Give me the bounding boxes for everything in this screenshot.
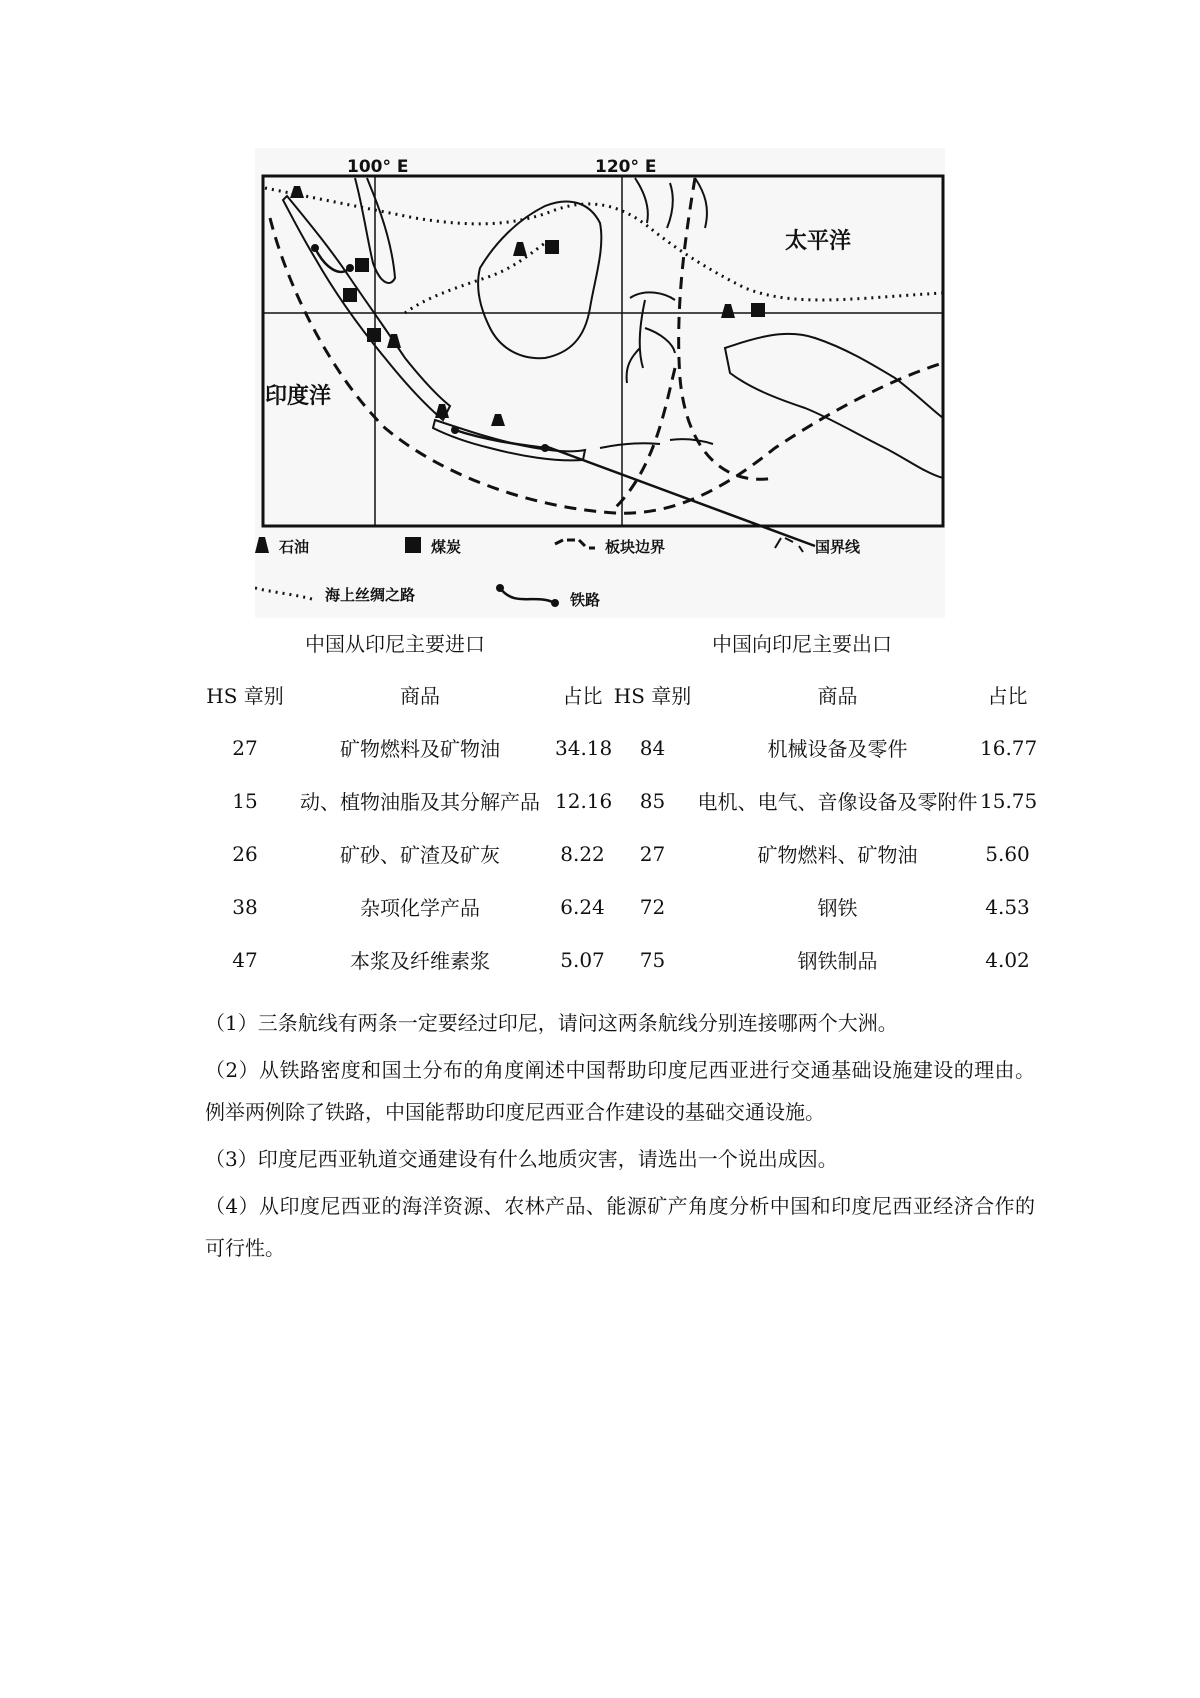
- table-cell: 钢铁: [817, 896, 858, 920]
- plate-boundary-east: [679, 178, 775, 479]
- table-cell: 85: [639, 788, 666, 813]
- railway-icon: [500, 588, 555, 603]
- header-share-import: 占比: [562, 684, 603, 708]
- meridian-label-120: 120° E: [595, 157, 657, 177]
- table-cell: 机械设备及零件: [767, 737, 908, 761]
- indonesia-map-figure: [255, 148, 945, 618]
- coal-icon: [405, 537, 421, 553]
- table-cell: 矿物燃料、矿物油: [757, 843, 918, 867]
- new-guinea-island: [725, 334, 943, 478]
- table-row: [205, 827, 1035, 880]
- coal-markers: [343, 240, 765, 342]
- table-row: [205, 880, 1035, 933]
- table-row: [205, 774, 1035, 827]
- header-goods-export: 商品: [817, 684, 858, 708]
- legend-oil-label: 石油: [279, 538, 310, 556]
- table-cell: 矿物燃料及矿物油: [340, 737, 500, 761]
- table-cell: 16.77: [980, 735, 1038, 760]
- table-cell: 34.18: [555, 735, 613, 760]
- sulawesi-island: [627, 292, 675, 383]
- table-cell: 15.75: [980, 788, 1038, 813]
- table-cell: 12.16: [555, 788, 613, 813]
- question-2: （2）从铁路密度和国土分布的角度阐述中国帮助印度尼西亚进行交通基础设施建设的理由。例举两例除了铁路，中国能帮助印度尼西亚合作建设的基础交通设施。: [205, 1058, 1035, 1124]
- header-goods-import: 商品: [400, 684, 440, 708]
- table-cell: 27: [639, 841, 666, 866]
- legend-plate-label: 板块边界: [605, 538, 666, 556]
- header-hs-export: HS 章别: [613, 684, 692, 708]
- table-cell: 4.53: [985, 894, 1030, 919]
- legend-boundary-label: 国界线: [815, 538, 861, 556]
- question-list: [205, 1002, 1035, 1274]
- trade-table: [205, 668, 1038, 986]
- table-cell: 75: [639, 947, 666, 972]
- silk-road-icon: [255, 588, 315, 600]
- table-cell: 5.60: [985, 841, 1030, 866]
- table-cell: 47: [232, 947, 258, 972]
- table-cell: 4.02: [985, 947, 1030, 972]
- table-row: [205, 721, 1035, 774]
- indonesia-map: [255, 148, 945, 618]
- legend-coal-label: 煤炭: [431, 538, 462, 556]
- java-island: [433, 420, 585, 460]
- philippines-islands: [635, 178, 707, 228]
- question-4: （4）从印度尼西亚的海洋资源、农林产品、能源矿产角度分析中国和印度尼西亚经济合作的可行性。: [205, 1194, 1035, 1260]
- table-cell: 杂项化学产品: [360, 896, 480, 920]
- ocean-label-indian: 印度洋: [265, 384, 332, 409]
- plate-boundary-icon: [555, 540, 595, 548]
- header-hs-import: HS 章别: [206, 684, 284, 708]
- table-cell: 钢铁制品: [797, 949, 878, 973]
- table-cell: 26: [232, 841, 258, 866]
- table-titles: [0, 628, 1200, 658]
- table-cell: 动、植物油脂及其分解产品: [300, 790, 540, 814]
- table-cell: 矿砂、矿渣及矿灰: [340, 843, 500, 867]
- table-cell: 27: [232, 735, 258, 760]
- borneo-island: [478, 201, 601, 358]
- table-cell: 72: [639, 894, 666, 919]
- sea-route-line: [545, 446, 815, 546]
- question-1: （1）三条航线有两条一定要经过印尼，请问这两条航线分别连接哪两个大洲。: [205, 1011, 898, 1035]
- oil-icon: [255, 537, 269, 553]
- legend-railway-label: 铁路: [570, 591, 601, 609]
- legend-silk-road-label: 海上丝绸之路: [325, 586, 416, 604]
- table-cell: 38: [232, 894, 258, 919]
- table-cell: 5.07: [560, 947, 605, 972]
- export-table-title: 中国向印尼主要出口: [712, 632, 892, 656]
- table-cell: 84: [639, 735, 666, 760]
- question-3: （3）印度尼西亚轨道交通建设有什么地质灾害，请选出一个说出成因。: [205, 1147, 838, 1171]
- map-legend: [255, 537, 861, 609]
- plate-boundary-inner: [615, 368, 675, 508]
- table-cell: 8.22: [560, 841, 605, 866]
- table-cell: 电机、电气、音像设备及零附件: [697, 790, 978, 814]
- meridian-label-100: 100° E: [347, 157, 409, 177]
- table-cell: 15: [232, 788, 258, 813]
- table-cell: 本浆及纤维素浆: [350, 949, 490, 973]
- header-share-export: 占比: [987, 684, 1028, 708]
- ocean-label-pacific: 太平洋: [785, 229, 852, 254]
- table-header-row: [205, 668, 1035, 721]
- table-cell: 6.24: [560, 894, 605, 919]
- import-table-title: 中国从印尼主要进口: [305, 632, 485, 656]
- table-row: [205, 933, 1035, 986]
